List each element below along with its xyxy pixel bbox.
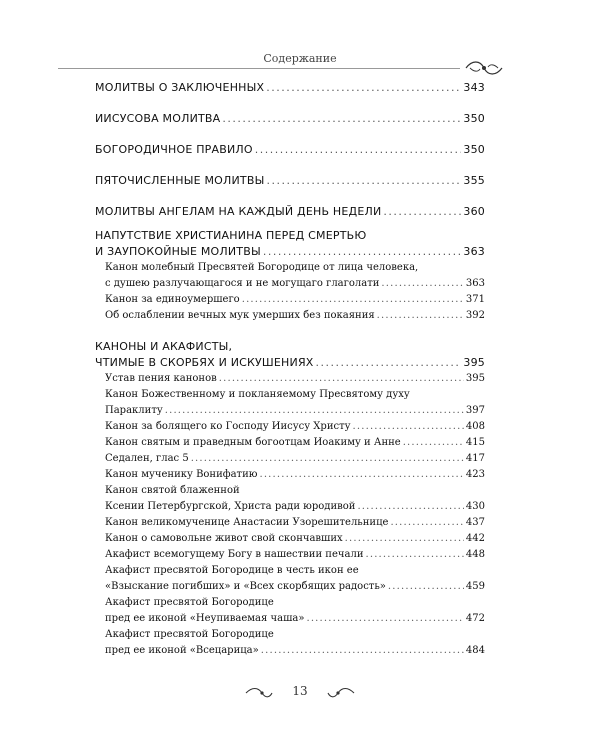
- toc-entry-canons-akathists[interactable]: [95, 339, 485, 371]
- footer-flourish-right-icon: [326, 686, 356, 700]
- toc-entry-title: Об ослаблении вечных мук умерших без покаяния: [105, 310, 375, 321]
- dot-leader: [316, 355, 462, 371]
- toc-entry-page: 363: [463, 245, 485, 258]
- toc-entry-title-line2: Параклиту: [105, 405, 163, 416]
- toc-entry-title-line1: Акафист пресвятой Богородице в честь икон ее: [105, 565, 359, 576]
- dot-leader: [259, 467, 463, 483]
- table-of-contents: [95, 80, 485, 659]
- toc-entry-title-line2: Ксении Петербургской, Христа ради юродивой: [105, 501, 356, 512]
- toc-entry-page: 430: [465, 501, 485, 512]
- dot-leader: [255, 142, 462, 158]
- running-title: Содержание: [263, 52, 337, 65]
- dot-leader: [165, 403, 464, 419]
- toc-subentry-canon-boniface[interactable]: [95, 467, 485, 483]
- toc-entry-page: 459: [465, 581, 485, 592]
- toc-entry-title-line2: ЧТИМЫЕ В СКОРБЯХ И ИСКУШЕНИЯХ: [95, 356, 314, 369]
- toc-entry-jesus-prayer[interactable]: [95, 111, 485, 127]
- toc-subentry-sedalen[interactable]: [95, 451, 485, 467]
- dot-leader: [219, 371, 464, 387]
- header-rule: [58, 68, 460, 69]
- toc-entry-title: Канон великомученице Анастасии Узорешительнице: [105, 517, 389, 528]
- toc-entry-title-line1: КАНОНЫ И АКАФИСТЫ,: [95, 340, 233, 353]
- dot-leader: [306, 611, 463, 627]
- toc-subentry-canon-holy-spirit[interactable]: [95, 387, 485, 419]
- toc-subentry-eternal-torment[interactable]: [95, 308, 485, 324]
- toc-entry-title: Акафист всемогущему Богу в нашествии печали: [105, 549, 364, 560]
- dot-leader: [357, 499, 463, 515]
- toc-entry-title-line1: НАПУТСТВИЕ ХРИСТИАНИНА ПЕРЕД СМЕРТЬЮ: [95, 229, 367, 242]
- toc-subentry-canon-deceased[interactable]: [95, 292, 485, 308]
- toc-entry-five-prayers[interactable]: [95, 173, 485, 189]
- dot-leader: [383, 204, 461, 220]
- dot-leader: [403, 435, 464, 451]
- dot-leader: [191, 451, 464, 467]
- dot-leader: [345, 531, 464, 547]
- toc-entry-page: 363: [465, 278, 485, 289]
- toc-subentry-akathist-icons[interactable]: [95, 563, 485, 595]
- toc-subentry-canon-sick[interactable]: [95, 419, 485, 435]
- toc-subentry-canon-joachim-anna[interactable]: [95, 435, 485, 451]
- toc-subentry-akathist-vsetsaritsa[interactable]: [95, 627, 485, 659]
- toc-entry-title: Седален, глас 5: [105, 453, 189, 464]
- dot-leader: [353, 419, 464, 435]
- dot-leader: [365, 547, 463, 563]
- toc-entry-title: Канон за единоумершего: [105, 294, 240, 305]
- dot-leader: [381, 276, 463, 292]
- toc-entry-page: 423: [465, 469, 485, 480]
- page-footer: [0, 684, 600, 704]
- toc-entry-page: 448: [465, 549, 485, 560]
- toc-entry-page: 437: [465, 517, 485, 528]
- toc-entry-title-line2: пред ее иконой «Неупиваемая чаша»: [105, 613, 305, 624]
- toc-entry-title: Канон мученику Вонифатию: [105, 469, 258, 480]
- toc-entry-title-line2: «Взыскание погибших» и «Всех скорбящих радость»: [105, 581, 386, 592]
- toc-entry-title-line1: Канон молебный Пресвятей Богородице от лица человека,: [105, 262, 419, 273]
- dot-leader: [377, 308, 464, 324]
- toc-entry-page: 484: [465, 645, 485, 656]
- toc-subentry-canon-rules[interactable]: [95, 371, 485, 387]
- toc-entry-page: 397: [465, 405, 485, 416]
- page-number: 13: [292, 684, 308, 698]
- toc-subentry-canon-departing[interactable]: [95, 260, 485, 292]
- toc-entry-angels[interactable]: [95, 204, 485, 220]
- toc-entry-page: 395: [465, 373, 485, 384]
- toc-entry-title-line1: Акафист пресвятой Богородице: [105, 597, 274, 608]
- dot-leader: [242, 292, 464, 308]
- toc-entry-page: 415: [465, 437, 485, 448]
- toc-entry-title: ПЯТОЧИСЛЕННЫЕ МОЛИТВЫ: [95, 174, 265, 187]
- toc-entry-theotokos-rule[interactable]: [95, 142, 485, 158]
- header-flourish-icon: [462, 58, 506, 78]
- toc-entry-title: Канон святым и праведным богоотцам Иоакиму и Анне: [105, 437, 401, 448]
- dot-leader: [263, 244, 462, 260]
- toc-entry-title: МОЛИТВЫ О ЗАКЛЮЧЕННЫХ: [95, 81, 265, 94]
- toc-entry-page: 350: [463, 143, 485, 156]
- toc-entry-title: МОЛИТВЫ АНГЕЛАМ НА КАЖДЫЙ ДЕНЬ НЕДЕЛИ: [95, 205, 382, 218]
- dot-leader: [266, 173, 461, 189]
- toc-entry-page: 350: [463, 112, 485, 125]
- toc-subentry-canon-anastasia[interactable]: [95, 515, 485, 531]
- toc-entry-page: 343: [463, 81, 485, 94]
- dot-leader: [390, 515, 463, 531]
- toc-entry-title-line1: Канон Божественному и покланяемому Пресвятому духу: [105, 389, 410, 400]
- toc-entry-title: Устав пения канонов: [105, 373, 217, 384]
- dot-leader: [388, 579, 464, 595]
- toc-subentry-canon-xenia[interactable]: [95, 483, 485, 515]
- toc-entry-title-line1: Канон святой блаженной: [105, 485, 240, 496]
- toc-entry-title: БОГОРОДИЧНОЕ ПРАВИЛО: [95, 143, 253, 156]
- toc-entry-page: 442: [465, 533, 485, 544]
- toc-entry-page: 360: [463, 205, 485, 218]
- toc-entry-title: Канон за болящего ко Господу Иисусу Христу: [105, 421, 351, 432]
- dot-leader: [261, 643, 464, 659]
- toc-subentry-canon-suicides[interactable]: [95, 531, 485, 547]
- toc-entry-page: 395: [463, 356, 485, 369]
- toc-entry-departure[interactable]: [95, 228, 485, 260]
- toc-entry-title-line1: Акафист пресвятой Богородице: [105, 629, 274, 640]
- toc-entry-title-line2: пред ее иконой «Всецарица»: [105, 645, 259, 656]
- toc-entry-title-line2: И ЗАУПОКОЙНЫЕ МОЛИТВЫ: [95, 245, 261, 258]
- toc-subentry-akathist-chalice[interactable]: [95, 595, 485, 627]
- toc-entry-page: 355: [463, 174, 485, 187]
- toc-subentry-akathist-sorrow[interactable]: [95, 547, 485, 563]
- toc-entry-page: 417: [465, 453, 485, 464]
- toc-entry-page: 392: [465, 310, 485, 321]
- dot-leader: [266, 80, 461, 96]
- dot-leader: [222, 111, 461, 127]
- toc-entry-title: Канон о самовольне живот свой скончавших: [105, 533, 343, 544]
- toc-entry-prisoners[interactable]: [95, 80, 485, 96]
- toc-entry-page: 408: [465, 421, 485, 432]
- toc-entry-title-line2: с душею разлучающагося и не могущаго глаголати: [105, 278, 380, 289]
- toc-entry-page: 371: [465, 294, 485, 305]
- toc-entry-title: ИИСУСОВА МОЛИТВА: [95, 112, 221, 125]
- toc-entry-page: 472: [465, 613, 485, 624]
